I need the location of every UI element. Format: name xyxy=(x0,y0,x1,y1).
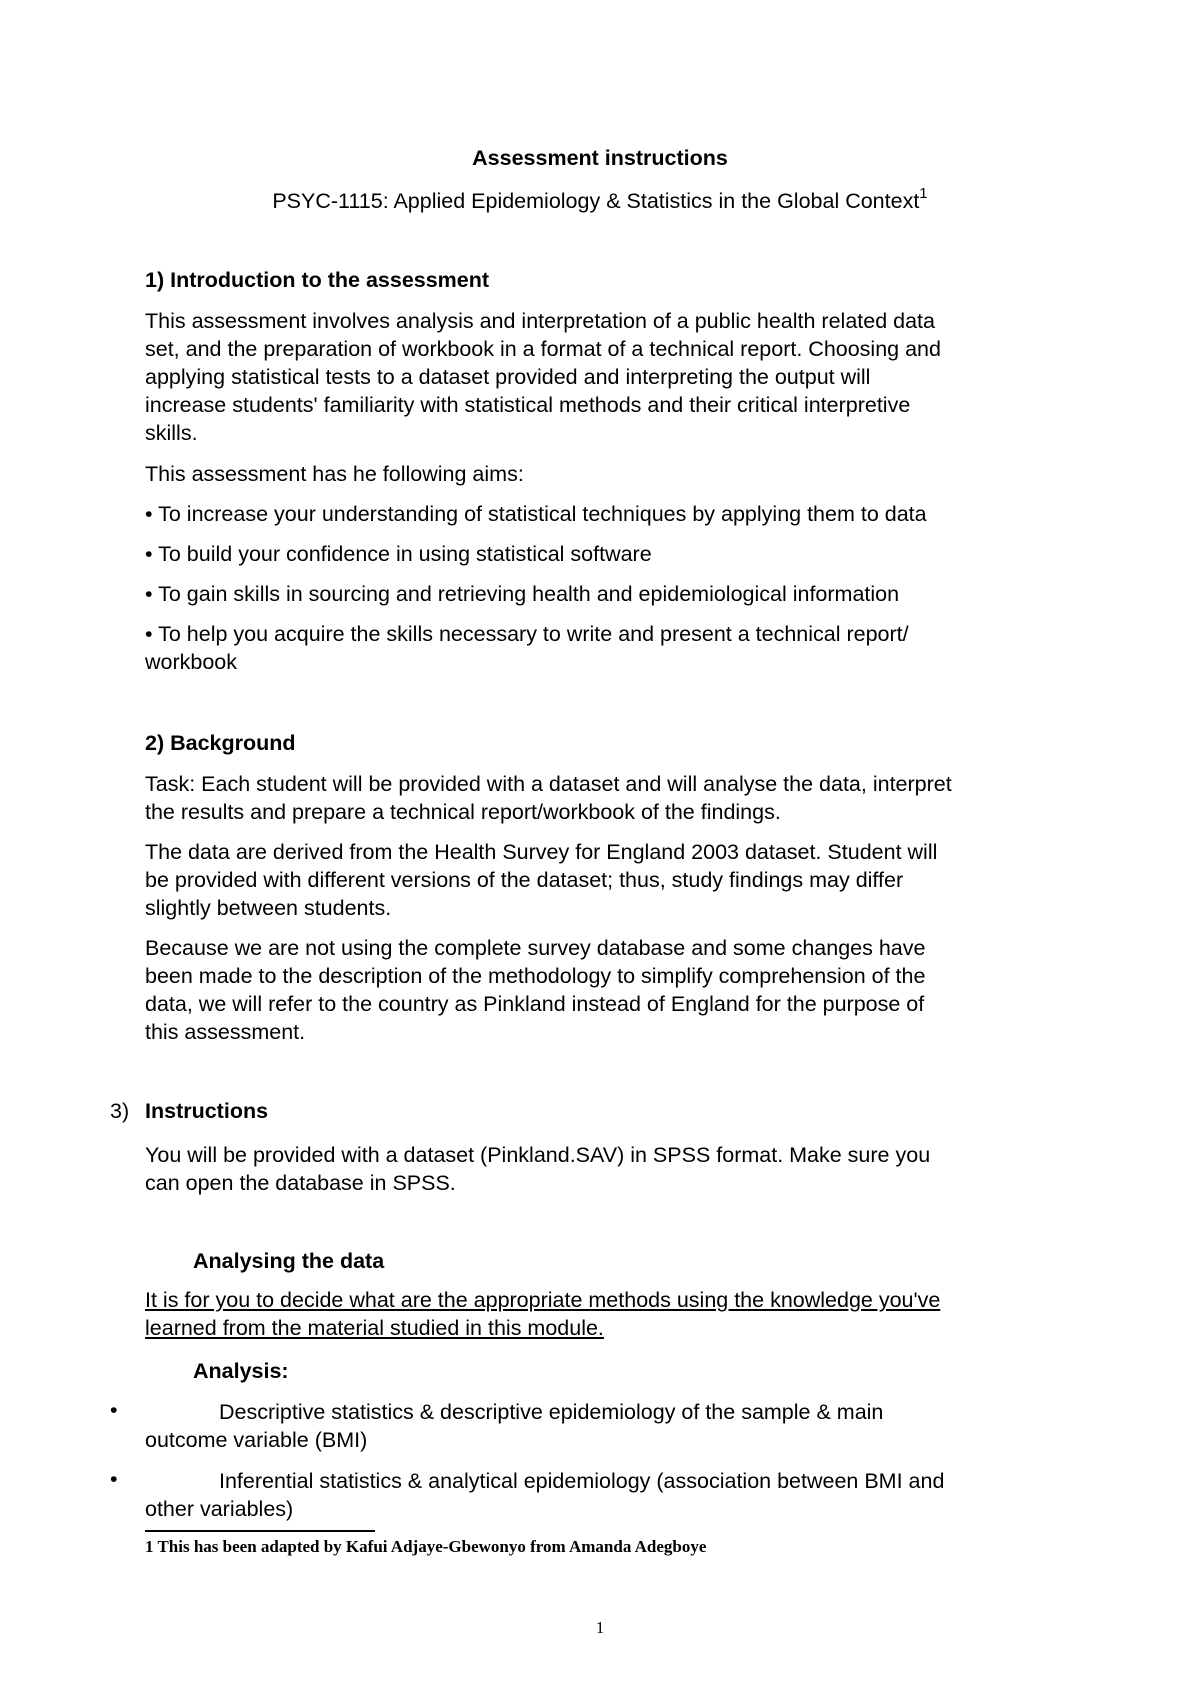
aim-item: • To build your confidence in using statistical software xyxy=(145,542,652,566)
footnote-separator xyxy=(145,1530,375,1532)
analysis-item xyxy=(145,1467,1075,1523)
analysis-item-line: outcome variable (BMI) xyxy=(145,1428,368,1452)
analysis-item-line: Descriptive statistics & descriptive epidemiology of the sample & main xyxy=(219,1400,884,1424)
provided-line: You will be provided with a dataset (Pinkland.SAV) in SPSS format. Make sure you xyxy=(145,1143,931,1167)
analysis-item-line: other variables) xyxy=(145,1497,294,1521)
because-line: Because we are not using the complete survey database and some changes have xyxy=(145,936,926,960)
intro-paragraph xyxy=(145,307,1075,447)
intro-line: This assessment involves analysis and interpretation of a public health related data xyxy=(145,309,935,333)
footnote-text: This has been adapted by Kafui Adjaye-Gbewonyo from Amanda Adegboye xyxy=(157,1537,707,1556)
because-line: data, we will refer to the country as Pinkland instead of England for the purpose of xyxy=(145,992,925,1016)
data-line: slightly between students. xyxy=(145,896,392,920)
bullet-marker: • xyxy=(110,1467,118,1491)
analysis-item xyxy=(145,1398,1075,1454)
section-3-number: 3) xyxy=(110,1099,130,1123)
footnote-reference[interactable]: 1 xyxy=(919,185,928,202)
intro-line: increase students' familiarity with statistical methods and their critical interpretive xyxy=(145,393,911,417)
subtitle-text: PSYC-1115: Applied Epidemiology & Statistics in the Global Context xyxy=(272,189,920,214)
decide-line: learned from the material studied in this module. xyxy=(145,1316,604,1340)
analysing-heading: Analysing the data xyxy=(193,1249,385,1273)
because-line: this assessment. xyxy=(145,1020,306,1044)
aim-item: • To increase your understanding of statistical techniques by applying them to data xyxy=(145,502,927,526)
intro-line: applying statistical tests to a dataset provided and interpreting the output will xyxy=(145,365,871,389)
analysis-item-line: Inferential statistics & analytical epidemiology (association between BMI and xyxy=(219,1469,945,1493)
task-line: Task: Each student will be provided with a dataset and will analyse the data, interpret xyxy=(145,772,952,796)
page-number: 1 xyxy=(595,1618,605,1637)
document-title: Assessment instructions xyxy=(472,146,728,170)
because-line: been made to the description of the methodology to simplify comprehension of the xyxy=(145,964,926,988)
analysis-heading: Analysis: xyxy=(193,1359,289,1383)
document-subtitle xyxy=(0,187,1200,214)
data-line: The data are derived from the Health Survey for England 2003 dataset. Student will xyxy=(145,840,938,864)
aim-item: • To gain skills in sourcing and retrieving health and epidemiological information xyxy=(145,582,900,606)
intro-line: set, and the preparation of workbook in a format of a technical report. Choosing and xyxy=(145,337,941,361)
aim-line: workbook xyxy=(145,650,238,674)
footnote-number: 1 xyxy=(145,1537,154,1556)
intro-line: skills. xyxy=(145,421,198,445)
aims-intro: This assessment has he following aims: xyxy=(145,462,524,486)
task-line: the results and prepare a technical report/workbook of the findings. xyxy=(145,800,781,824)
provided-line: can open the database in SPSS. xyxy=(145,1171,456,1195)
task-paragraph xyxy=(145,770,1075,826)
data-line: be provided with different versions of the dataset; thus, study findings may differ xyxy=(145,868,904,892)
bullet-marker: • xyxy=(110,1398,118,1422)
section-1-heading: 1) Introduction to the assessment xyxy=(145,268,490,292)
because-paragraph xyxy=(145,934,1075,1046)
data-paragraph xyxy=(145,838,1075,922)
footnote xyxy=(145,1537,706,1557)
aim-line: • To help you acquire the skills necessary to write and present a technical report/ xyxy=(145,622,909,646)
aim-item xyxy=(145,620,1075,676)
section-3-heading: Instructions xyxy=(145,1099,269,1123)
section-2-heading: 2) Background xyxy=(145,731,296,755)
provided-paragraph xyxy=(145,1141,1075,1197)
decide-line: It is for you to decide what are the appropriate methods using the knowledge you've xyxy=(145,1288,941,1312)
decide-paragraph xyxy=(145,1286,1075,1342)
